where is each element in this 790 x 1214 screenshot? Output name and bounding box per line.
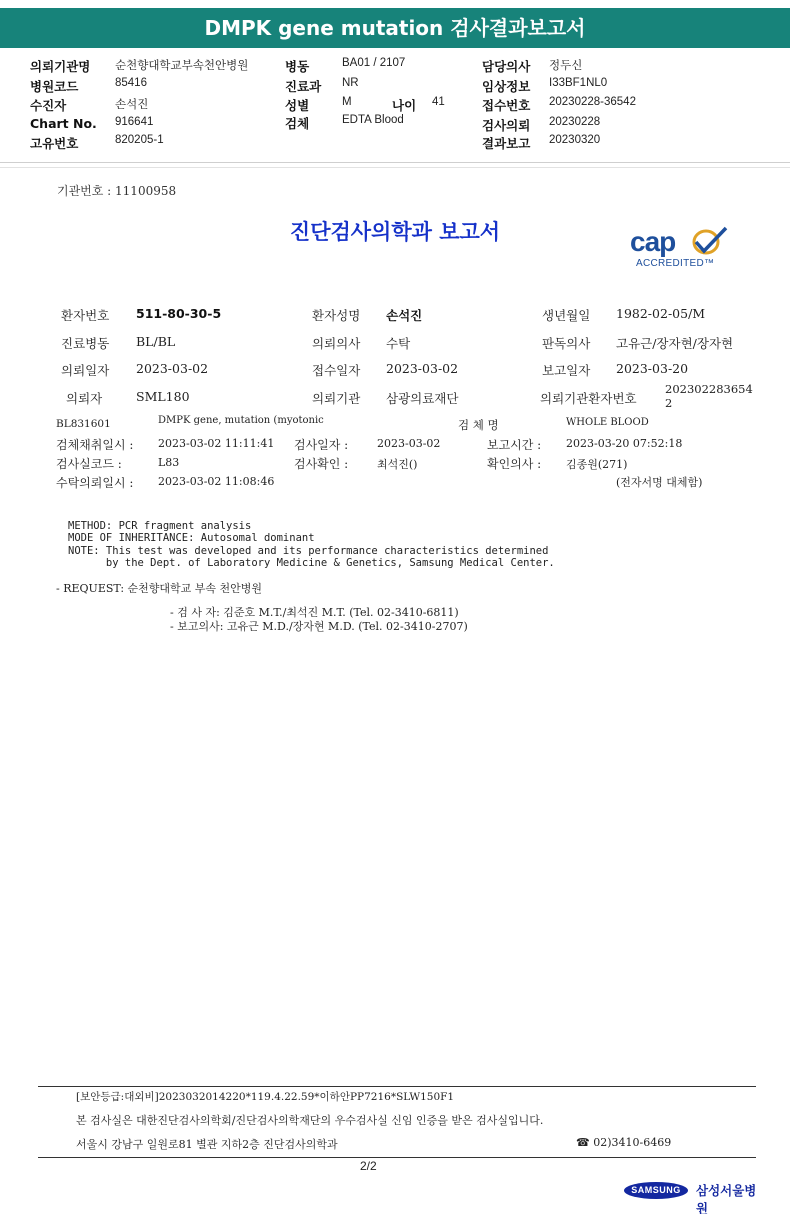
patient-id: 511-80-30-5 [136,306,222,321]
footer-divider [38,1157,756,1158]
patient-value: BL/BL [136,334,176,349]
header-label: 검사의뢰 [482,118,531,133]
note-line: NOTE: This test was developed and its performance characteristics determined [68,545,549,557]
cap-accredited-text: ACCREDITED™ [636,258,715,269]
header-label: 담당의사 [482,59,531,74]
doctor-value: 김종원(271) [566,458,628,471]
header-value: 820205-1 [115,134,164,146]
header-value: 85416 [115,77,147,89]
header-label: 병원코드 [30,79,79,94]
security-line: [보안등급:대외비]2023032014220*119.4.22.59*이하안PP7216*SLW150F1 [76,1091,455,1103]
method-line: METHOD: PCR fragment analysis [68,520,252,532]
header-label: 결과보고 [482,136,531,151]
header-value: 20230228 [549,116,601,128]
reporttime-value: 2023-03-20 07:52:18 [566,437,683,450]
specimen-label: 검 체 명 [458,418,499,432]
lab-label: 검사실코드 : [56,457,122,471]
cap-logo-text: cap [630,226,676,257]
header-label: Chart No. [30,116,97,131]
reporttime-label: 보고시간 : [487,438,542,452]
report-title: 진단검사의학과 보고서 [289,219,501,244]
receive-label: 수탁의뢰일시 : [56,476,134,490]
patient-value: 202302283654 [665,382,753,396]
patient-label: 의뢰기관환자번호 [540,391,637,406]
footer-divider [38,1086,756,1087]
hospital-name: 삼성서울병원 [696,1183,757,1214]
header-value: I33BF1NL0 [549,77,608,89]
header-label: 검체 [285,116,310,131]
cap-accredited-logo [628,224,728,274]
note-line: by the Dept. of Laboratory Medicine & Genetics, Samsung Medical Center. [68,557,555,569]
header-value: NR [342,77,359,89]
doctor-label: 확인의사 : [487,457,542,471]
patient-label: 보고일자 [542,363,591,378]
samsung-oval: SAMSUNG [624,1182,688,1199]
patient-value: 수탁 [386,336,411,351]
phone-line: ☎ 02)3410-6469 [576,1136,672,1149]
reporter-line: - 보고의사: 고유근 M.D./장자현 M.D. (Tel. 02-3410-2707) [170,620,468,633]
patient-value: SML180 [136,389,190,404]
specimen-value: WHOLE BLOOD [566,417,649,428]
header-value: 20230228-36542 [549,96,636,108]
collect-label: 검체채취일시 : [56,438,134,452]
header-label: 진료과 [285,79,322,94]
header-value: M [342,96,352,108]
address-line: 서울시 강남구 일원로81 별관 지하2층 진단검사의학과 [76,1138,338,1151]
header-value: 정두신 [549,58,583,72]
header-label: 수진자 [30,98,67,113]
cap-check-icon [688,224,728,258]
document-title: DMPK gene mutation 검사결과보고서 [0,8,790,48]
confirm-label: 검사확인 : [294,457,349,471]
patient-label: 판독의사 [542,336,591,351]
header-label: 의뢰기관명 [30,59,91,74]
header-value: 41 [432,96,445,108]
institution-number: 기관번호 : 11100958 [57,184,177,198]
header-label: 성별 [285,98,310,113]
inheritance-line: MODE OF INHERITANCE: Autosomal dominant [68,532,315,544]
testdate-label: 검사일자 : [294,438,349,452]
patient-label: 생년월일 [542,308,591,323]
patient-label: 진료병동 [61,336,110,351]
test-name: DMPK gene, mutation (myotonic [158,415,324,426]
testdate-value: 2023-03-02 [377,437,441,450]
header-value: 916641 [115,116,154,128]
samsung-hospital-logo [624,1180,764,1214]
header-value: 손석진 [115,97,149,111]
request-line: - REQUEST: 순천향대학교 부속 천안병원 [56,582,263,595]
patient-label: 접수일자 [312,363,361,378]
page-number: 2/2 [360,1159,377,1173]
tester-line: - 검 사 자: 김준호 M.T./최석진 M.T. (Tel. 02-3410-6811) [170,606,459,619]
patient-label: 의뢰자 [66,391,103,406]
confirm-value: 최석진() [377,458,418,471]
patient-label: 의뢰기관 [312,391,361,406]
collect-value: 2023-03-02 11:11:41 [158,437,275,450]
header-label: 접수번호 [482,98,531,113]
header-value: BA01 / 2107 [342,57,406,69]
patient-value: 2023-03-02 [386,361,459,376]
patient-label: 환자성명 [312,308,361,323]
header-value: 순천향대학교부속천안병원 [115,58,249,72]
patient-label: 의뢰의사 [312,336,361,351]
header-label: 고유번호 [30,136,79,151]
header-label: 나이 [392,98,417,113]
header-label: 병동 [285,59,310,74]
patient-value: 2 [665,396,673,410]
patient-value: 2023-03-20 [616,361,689,376]
lab-value: L83 [158,456,180,469]
patient-value: 고유근/장자현/장자현 [616,336,734,351]
test-code: BL831601 [56,418,111,430]
header-value: 20230320 [549,134,601,146]
certification-line: 본 검사실은 대한진단검사의학회/진단검사의학재단의 우수검사실 신임 인증을 받은 검사실입니다. [76,1114,544,1127]
patient-name: 손석진 [386,308,423,323]
patient-label: 의뢰일자 [61,363,110,378]
patient-value: 1982-02-05/M [616,306,706,321]
header-label: 임상정보 [482,79,531,94]
header-divider [0,162,790,163]
header-value: EDTA Blood [342,114,404,126]
receive-value: 2023-03-02 11:08:46 [158,475,275,488]
patient-value: 2023-03-02 [136,361,209,376]
patient-label: 환자번호 [61,308,110,323]
header-divider [0,167,790,168]
esign-note: (전자서명 대체함) [616,476,703,489]
patient-value: 삼광의료재단 [386,391,459,406]
